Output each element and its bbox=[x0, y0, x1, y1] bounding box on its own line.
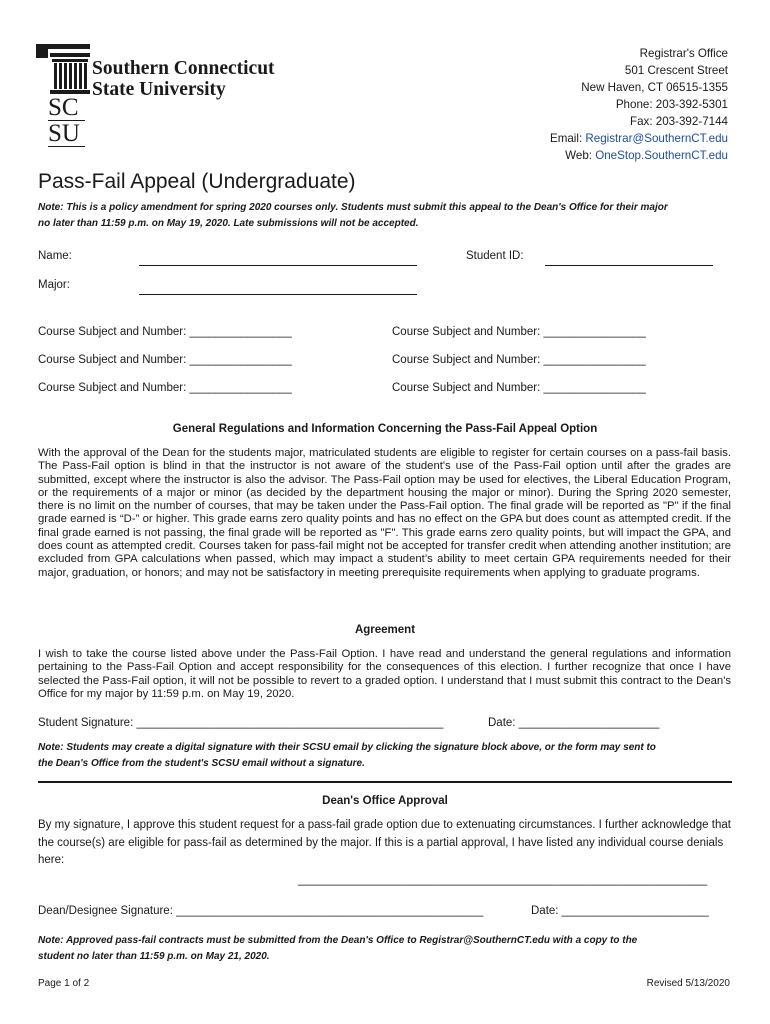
course-field[interactable]: Course Subject and Number: ________________ bbox=[38, 354, 292, 366]
logo-mark-line-2: SU bbox=[48, 121, 85, 147]
phone-number: Phone: 203-392-5301 bbox=[615, 98, 728, 111]
web-line bbox=[550, 147, 728, 164]
student-id-label: Student ID: bbox=[466, 250, 524, 262]
logo-monogram bbox=[48, 95, 85, 147]
dean-approval-heading: Dean's Office Approval bbox=[322, 795, 448, 807]
course-field[interactable]: Course Subject and Number: ________________ bbox=[392, 354, 646, 366]
section-divider bbox=[38, 781, 732, 783]
student-id-field[interactable] bbox=[545, 265, 713, 266]
logo-line-1: Southern Connecticut bbox=[92, 58, 275, 79]
agreement-text: I wish to take the course listed above under the Pass-Fail Option. I have read and understand the general regulations and information pertaining to the Pass-Fail Option and accept responsibility for the consequences of this election. I further recognize that once I have selected the Pass-Fail option, it will not be possible to revert to a graded option. I understand that I must submit this contract to the Dean's Office for my major by 11:59 p.m. on May 19, 2020. bbox=[38, 648, 731, 700]
policy-note-line-2: no later than 11:59 p.m. on May 19, 2020. Late submissions will not be accepted. bbox=[38, 218, 419, 229]
web-link[interactable]: OneStop.SouthernCT.edu bbox=[595, 149, 728, 162]
signature-note bbox=[38, 740, 738, 772]
course-field[interactable]: Course Subject and Number: ________________ bbox=[38, 382, 292, 394]
logo-mark-line-1: SC bbox=[48, 95, 85, 121]
submission-note-line-2: student no later than 11:59 p.m. on May 21, 2020. bbox=[38, 951, 270, 962]
name-label: Name: bbox=[38, 250, 72, 262]
policy-note-line-1: Note: This is a policy amendment for spring 2020 courses only. Students must submit this appeal to the Dean's Office for their major bbox=[38, 202, 668, 213]
course-denials-field[interactable]: ________________________________________________________________ bbox=[298, 874, 708, 886]
submission-note bbox=[38, 933, 738, 965]
university-logo bbox=[36, 44, 296, 152]
course-field[interactable]: Course Subject and Number: ________________ bbox=[392, 382, 646, 394]
regulations-text: With the approval of the Dean for the students major, matriculated students are eligible to register for certain courses on a pass-fail basis. The Pass-Fail option is blind in that the instructor is not aware of the student's use of the Pass-Fail option until after the grades are submitted, except where the instructor is also the advisor. The Pass-Fail option may be used for electives, the Liberal Education Program, or the requirements of a major or minor (as decided by the department housing the major or minor). During the Spring 2020 semester, there is no limit on the number of courses, that may be taken under the Pass-Fail option. The final grade will be reported as "P" if the final grade earned is “D-” or higher. This grade earns zero quality points and has no effect on the GPA but does count as attempted credit. If the final grade earned is not passing, the final grade will be reported as "F". This grade earns zero quality points, but will impact the GPA, and does count as attempted credit. Courses taken for pass-fail might not be accepted for transfer credit when attending another institution; are excluded from GPA calculations when passed, which may impact a student’s ability to meet certain GPA requirements needed for their major, graduation, or honors; and may not be satisfactory in meeting prerequisite requirements when applying to graduate programs. bbox=[38, 447, 731, 579]
email-label: Email: bbox=[549, 132, 586, 145]
dean-signature-field[interactable]: Dean/Designee Signature: ________________________________________________ bbox=[38, 905, 484, 917]
email-line bbox=[550, 130, 728, 147]
name-field[interactable] bbox=[139, 265, 417, 266]
major-label: Major: bbox=[38, 279, 70, 291]
street-address: 501 Crescent Street bbox=[624, 64, 728, 77]
city-state-zip: New Haven, CT 06515-1355 bbox=[581, 81, 728, 94]
logo-line-2: State University bbox=[92, 79, 226, 100]
signature-note-line-2: the Dean's Office from the student's SCSU email without a signature. bbox=[38, 758, 365, 769]
student-signature-field[interactable]: Student Signature: ________________________________________________ bbox=[38, 717, 444, 729]
course-field[interactable]: Course Subject and Number: ________________ bbox=[38, 326, 292, 338]
regulations-heading: General Regulations and Information Concerning the Pass-Fail Appeal Option bbox=[172, 423, 598, 435]
column-icon bbox=[36, 44, 90, 94]
office-name: Registrar's Office bbox=[639, 47, 728, 60]
registrar-address bbox=[550, 45, 728, 164]
agreement-heading: Agreement bbox=[354, 624, 416, 636]
page-number: Page 1 of 2 bbox=[38, 978, 90, 989]
dean-approval-text: By my signature, I approve this student request for a pass-fail grade option due to extenuating circumstances. I further acknowledge that the course(s) are eligible for pass-fail as determined by the major. If this is a partial approval, I have listed any individual course denials here: bbox=[38, 819, 731, 866]
course-field[interactable]: Course Subject and Number: ________________ bbox=[392, 326, 646, 338]
dean-date-field[interactable]: Date: _______________________ bbox=[531, 905, 709, 917]
student-date-field[interactable]: Date: ______________________ bbox=[488, 717, 660, 729]
email-link[interactable]: Registrar@SouthernCT.edu bbox=[585, 132, 728, 145]
major-field[interactable] bbox=[139, 294, 417, 295]
submission-note-line-1: Note: Approved pass-fail contracts must be submitted from the Dean's Office to Registrar@SouthernCT.edu with a copy to the bbox=[38, 935, 638, 946]
form-title: Pass-Fail Appeal (Undergraduate) bbox=[38, 170, 356, 193]
policy-note bbox=[38, 200, 738, 232]
revision-date: Revised 5/13/2020 bbox=[646, 978, 730, 989]
logo-wordmark bbox=[92, 58, 275, 100]
signature-note-line-1: Note: Students may create a digital signature with their SCSU email by clicking the signature block above, or the form may sent to bbox=[38, 742, 656, 753]
web-label: Web: bbox=[565, 149, 596, 162]
fax-number: Fax: 203-392-7144 bbox=[630, 115, 728, 128]
